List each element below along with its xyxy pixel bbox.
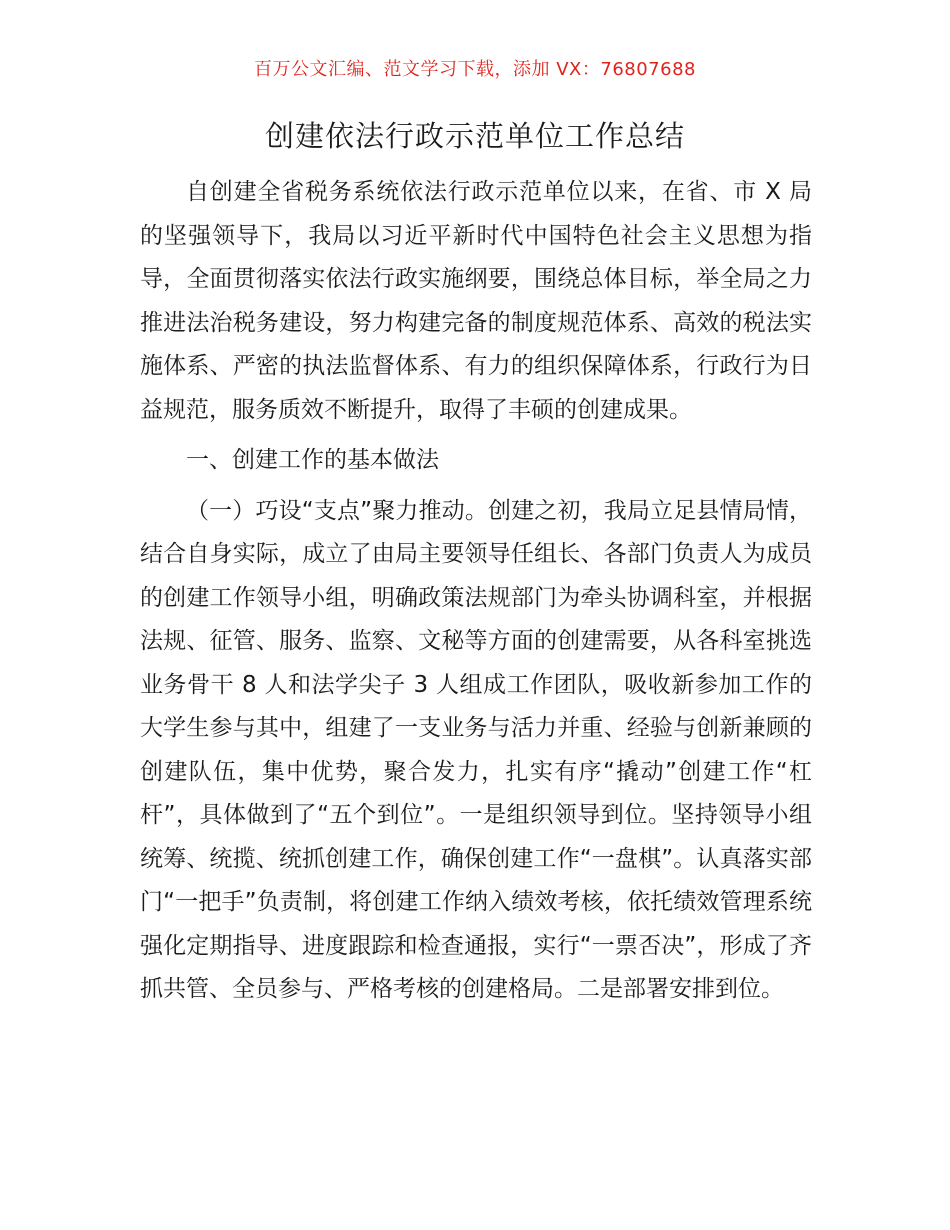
document-body — [140, 171, 812, 1012]
header-watermark-note: 百万公文汇编、范文学习下载，添加 VX：76807688 — [254, 59, 696, 80]
document-title: 创建依法行政示范单位工作总结 — [264, 119, 685, 153]
intro-paragraph: 自创建全省税务系统依法行政示范单位以来，在省、市 X 局的坚强领导下，我局以习近平新时代中国特色社会主义思想为指导，全面贯彻落实依法行政实施纲要，围绕总体目标，举全局之力推进法治税务建设，努力构建完备的制度规范体系、高效的税法实施体系、严密的执法监督体系、有力的组织保障体系，行政行为日益规范，服务质效不断提升，取得了丰硕的创建成果。 — [140, 179, 812, 423]
section-heading: 一、创建工作的基本做法 — [186, 447, 439, 473]
section-paragraph: （一）巧设“支点”聚力推动。创建之初，我局立足县情局情，结合自身实际，成立了由局主要领导任组长、各部门负责人为成员的创建工作领导小组，明确政策法规部门为牵头协调科室，并根据法规、征管、服务、监察、文秘等方面的创建需要，从各科室挑选业务骨干 8 人和法学尖子 3 人组成工作团队，吸收新参加工作的大学生参与其中，组建了一支业务与活力并重、经验与创新兼顾的创建队伍，集中优势，聚合发力，扎实有序“撬动”创建工作“杠杆”，具体做到了“五个到位”。一是组织领导到位。坚持领导小组统筹、统揽、统抓创建工作，确保创建工作“一盘棋”。认真落实部门“一把手”负责制，将创建工作纳入绩效考核，依托绩效管理系统强化定期指导、进度跟踪和检查通报，实行“一票否决”，形成了齐抓共管、全员参与、严格考核的创建格局。二是部署安排到位。 — [140, 497, 812, 1002]
